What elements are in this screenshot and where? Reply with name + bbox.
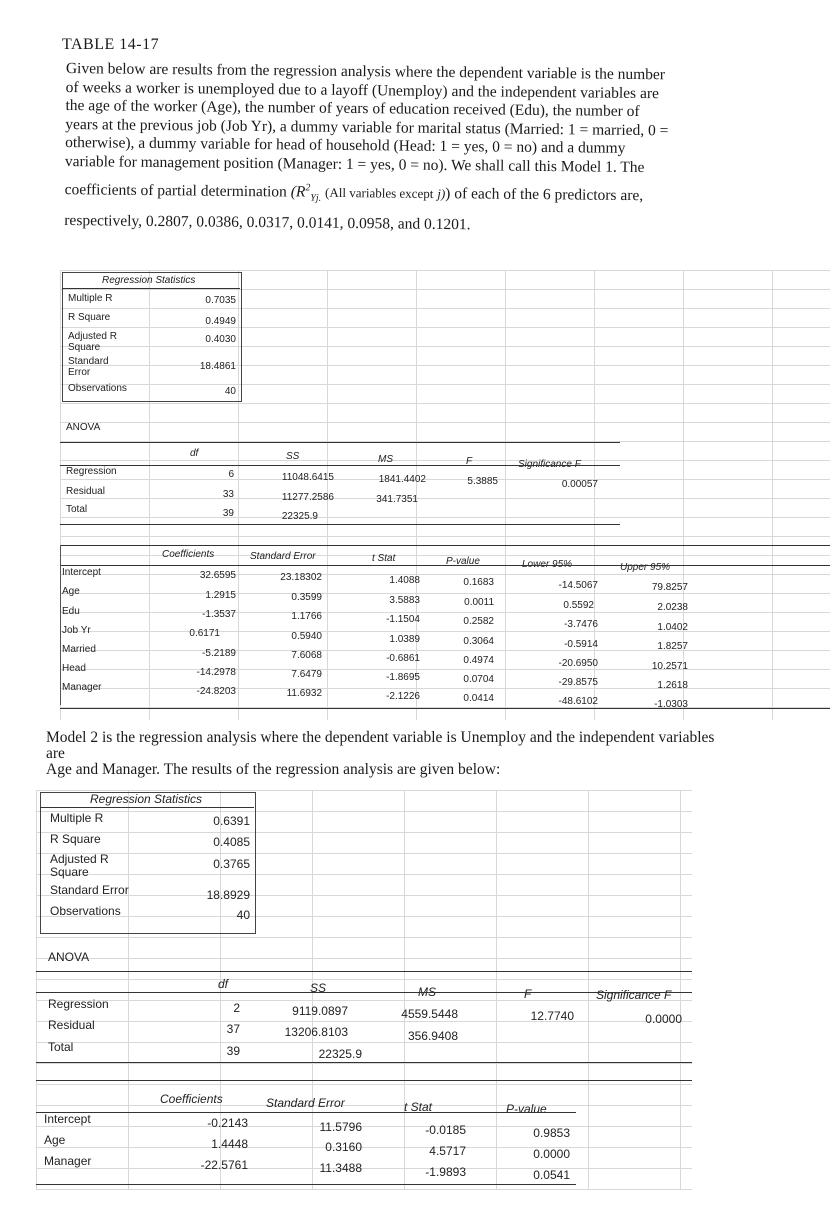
anova-header: df — [218, 977, 229, 991]
anova-title: ANOVA — [66, 422, 101, 433]
coef-t: 4.5717 — [429, 1144, 466, 1158]
math-sub: Yj. — [310, 192, 322, 204]
coef-row-label: Job Yr — [62, 625, 91, 636]
coef-upper: 10.2571 — [651, 661, 688, 672]
regression-statistics-header: Regression Statistics — [90, 792, 203, 806]
anova-df: 33 — [222, 489, 234, 500]
coef-upper: 2.0238 — [657, 602, 688, 613]
stat-value: 40 — [236, 908, 250, 922]
coef-se: 1.1766 — [291, 611, 322, 622]
table-title: TABLE 14-17 — [62, 36, 160, 53]
anova-header: SS — [310, 981, 327, 995]
stat-value: 0.4949 — [205, 316, 236, 327]
coef-p: 0.0414 — [463, 693, 494, 704]
coef-header-rule — [60, 565, 830, 566]
coef-upper: -1.0303 — [654, 699, 688, 710]
coef-p: 0.3064 — [463, 636, 494, 647]
coef-row-label: Age — [44, 1133, 66, 1147]
coef-top-rule — [60, 545, 830, 546]
coef-value: -14.2978 — [196, 667, 236, 678]
coef-header: Lower 95% — [522, 559, 573, 570]
coef-se: 0.3160 — [325, 1140, 362, 1154]
anova-ms: 4559.5448 — [401, 1007, 458, 1021]
coef-upper: 79.8257 — [651, 582, 688, 593]
anova-bottom-rule — [36, 1062, 692, 1063]
coef-t: -2.1226 — [386, 691, 420, 702]
anova-header: F — [466, 456, 473, 467]
math-r: (R — [290, 183, 306, 201]
coef-value: 0.6171 — [189, 628, 220, 639]
anova-ms: 1841.4402 — [378, 474, 426, 485]
stat-value: 0.7035 — [205, 295, 236, 306]
coef-upper: 1.0402 — [657, 622, 688, 633]
stat-label: Multiple R — [50, 811, 104, 825]
coef-t: 3.5883 — [389, 595, 420, 606]
coef-se: 0.5940 — [291, 631, 322, 642]
intro-line: respectively, 0.2807, 0.0386, 0.0317, 0.0141, 0.0958, and 0.1201. — [64, 211, 471, 233]
stat-value: 0.4085 — [213, 835, 250, 849]
coef-value: -0.2143 — [207, 1116, 248, 1130]
coef-upper: 1.8257 — [657, 641, 688, 652]
coef-value: 1.4448 — [211, 1137, 248, 1151]
model2-line: Age and Manager. The results of the regression analysis are given below: — [46, 761, 501, 778]
intro-line: Given below are results from the regression analysis where the dependent variable is the number — [65, 60, 666, 84]
anova-row-label: Total — [66, 504, 88, 515]
coef-lower: -3.7476 — [564, 619, 598, 630]
coef-p: 0.4974 — [463, 655, 494, 666]
intro-line: of weeks a worker is unemployed due to a layoff (Unemploy) and the independent variables are — [65, 78, 660, 102]
stat-label: R Square — [68, 312, 111, 323]
anova-ss: 9119.0897 — [292, 1004, 348, 1018]
anova-header: F — [524, 987, 532, 1001]
stat-value: 0.4030 — [205, 334, 236, 345]
math-j: j) — [437, 186, 446, 202]
coef-t: 1.0389 — [389, 634, 420, 645]
coef-header: Standard Error — [266, 1096, 345, 1110]
coef-value: -22.5761 — [200, 1158, 248, 1172]
divider — [62, 288, 240, 289]
anova-header: Significance F — [596, 988, 672, 1002]
stat-label: Observations — [50, 904, 121, 918]
coef-value: 32.6595 — [199, 570, 236, 581]
math-sup: 2 — [305, 182, 311, 194]
anova-header: Significance F — [518, 459, 581, 470]
coef-row-label: Intercept — [62, 567, 101, 578]
coef-bottom-rule — [36, 1184, 576, 1185]
coef-t: -1.1504 — [386, 614, 420, 625]
coef-t: -0.0185 — [425, 1123, 466, 1137]
coef-value: -24.8203 — [196, 686, 236, 697]
coef-value: -1.3537 — [202, 609, 236, 620]
coef-lower: -0.5914 — [564, 639, 598, 650]
coef-value: 1.2915 — [205, 590, 236, 601]
coef-lower: -29.8575 — [558, 677, 598, 688]
coef-t: 1.4088 — [389, 575, 420, 586]
anova-df: 6 — [228, 469, 234, 480]
stat-value: 18.4861 — [199, 361, 236, 372]
coef-p: 0.0011 — [464, 597, 494, 608]
intro-line — [64, 177, 749, 213]
anova-header: MS — [418, 985, 436, 999]
divider — [40, 807, 254, 808]
coef-header: P-value — [446, 556, 480, 567]
anova-row-label: Regression — [66, 466, 117, 477]
coef-row-label: Age — [62, 586, 80, 597]
stat-value: 18.8929 — [206, 888, 250, 902]
coef-row-label: Manager — [44, 1154, 92, 1168]
coef-p: 0.0541 — [533, 1168, 570, 1182]
anova-df: 39 — [222, 508, 234, 519]
coef-p: 0.0704 — [463, 674, 494, 685]
coef-header: Standard Error — [250, 551, 316, 562]
model1-output — [60, 270, 830, 720]
stat-label: Standard Error — [50, 883, 129, 897]
coef-t: -0.6861 — [386, 653, 420, 664]
anova-ss: 22325.9 — [281, 511, 318, 522]
coef-bottom-rule — [60, 708, 830, 709]
anova-ss: 13206.8103 — [284, 1025, 348, 1039]
anova-ss: 22325.9 — [318, 1047, 362, 1061]
coef-header-rule — [36, 1112, 576, 1113]
anova-row-label: Total — [48, 1040, 74, 1054]
intro-line: years at the previous job (Job Yr), a dummy variable for marital status (Married: 1 = married, 0 = — [65, 115, 669, 139]
coef-p: 0.0000 — [533, 1147, 570, 1161]
stat-label: Multiple R — [68, 293, 113, 304]
anova-top-rule — [60, 442, 620, 443]
anova-sig: 0.0000 — [645, 1012, 682, 1026]
anova-ms: 356.9408 — [407, 1029, 458, 1043]
coef-row-label: Edu — [62, 606, 80, 617]
anova-df: 39 — [226, 1044, 240, 1058]
coef-p: 0.1683 — [463, 577, 494, 588]
model2-line: are — [46, 745, 65, 762]
coef-p: 0.9853 — [533, 1126, 570, 1140]
coef-lower: 0.5592 — [563, 600, 594, 611]
coef-left-rule — [60, 545, 61, 705]
coef-se: 11.3488 — [319, 1161, 362, 1175]
coef-header: t Stat — [372, 553, 396, 564]
stat-value: 0.6391 — [213, 814, 250, 828]
anova-header: MS — [378, 454, 393, 465]
anova-bottom-rule — [60, 524, 620, 525]
coef-row-label: Head — [62, 663, 86, 674]
anova-ms: 341.7351 — [376, 494, 418, 505]
coef-row-label: Married — [62, 644, 96, 655]
stat-label: Adjusted R Square — [50, 852, 109, 879]
coef-header: Upper 95% — [620, 562, 671, 573]
coef-header: P-value — [506, 1102, 547, 1116]
anova-header: SS — [286, 451, 300, 462]
coef-value: -5.2189 — [202, 648, 236, 659]
anova-df: 37 — [226, 1022, 240, 1036]
stat-label: Adjusted R Square — [68, 331, 117, 353]
coef-lower: -14.5067 — [558, 580, 598, 591]
model2-line: Model 2 is the regression analysis where the dependent variable is Unemploy and the independent variables — [46, 729, 715, 746]
intro-text: ) of each of the 6 predictors are, — [445, 185, 644, 205]
coef-se: 23.18302 — [280, 572, 322, 583]
coef-row-label: Intercept — [44, 1112, 91, 1126]
anova-header-rule — [36, 992, 692, 993]
stat-label: Standard Error — [68, 356, 109, 378]
coef-lower: -20.6950 — [558, 658, 598, 669]
anova-sig: 0.00057 — [561, 479, 598, 490]
math-expression — [290, 182, 322, 204]
intro-paragraph — [64, 60, 751, 237]
anova-title: ANOVA — [48, 950, 90, 964]
regression-statistics-header: Regression Statistics — [102, 275, 196, 286]
anova-ss: 11048.6415 — [281, 472, 334, 483]
stat-value: 0.3765 — [213, 857, 250, 871]
anova-f: 5.3885 — [467, 476, 498, 487]
coef-row-label: Manager — [62, 682, 102, 693]
anova-top-rule — [36, 971, 692, 972]
anova-row-label: Regression — [48, 997, 109, 1011]
coef-header: Coefficients — [160, 1092, 223, 1106]
coef-se: 11.6932 — [286, 688, 322, 699]
stat-label: R Square — [50, 832, 101, 846]
intro-line: otherwise), a dummy variable for head of household (Head: 1 = yes, 0 = no) and a dummy — [65, 133, 626, 157]
model2-description — [46, 728, 806, 779]
coef-se: 0.3599 — [291, 592, 322, 603]
coef-t: -1.9893 — [425, 1165, 466, 1179]
anova-header: df — [190, 448, 199, 459]
coef-lower: -48.6102 — [558, 696, 598, 707]
coef-se: 7.6068 — [291, 650, 322, 661]
model2-output — [36, 790, 692, 1190]
anova-header-rule — [60, 465, 620, 466]
anova-df: 2 — [233, 1001, 240, 1015]
coef-header: Coefficients — [162, 549, 215, 560]
intro-text: coefficients of partial determination — [64, 181, 287, 201]
coef-se: 11.5796 — [319, 1120, 362, 1134]
anova-row-label: Residual — [48, 1018, 95, 1032]
anova-f: 12.7740 — [530, 1009, 574, 1023]
coef-p: 0.2582 — [463, 616, 494, 627]
stat-value: 40 — [224, 386, 236, 397]
coef-t: -1.8695 — [386, 672, 420, 683]
coef-se: 7.6479 — [291, 669, 322, 680]
intro-line: the age of the worker (Age), the number of years of education received (Edu), the number of — [65, 96, 640, 121]
stat-label: Observations — [68, 383, 127, 394]
coef-top-rule — [36, 1080, 692, 1081]
coef-header: t Stat — [404, 1100, 433, 1114]
anova-ss: 11277.2586 — [281, 492, 334, 503]
math-condition: (All variables except — [325, 184, 434, 202]
anova-row-label: Residual — [66, 486, 105, 497]
coef-upper: 1.2618 — [657, 680, 688, 691]
intro-line: variable for management position (Manager: 1 = yes, 0 = no). We shall call this Model 1. The — [64, 152, 645, 176]
